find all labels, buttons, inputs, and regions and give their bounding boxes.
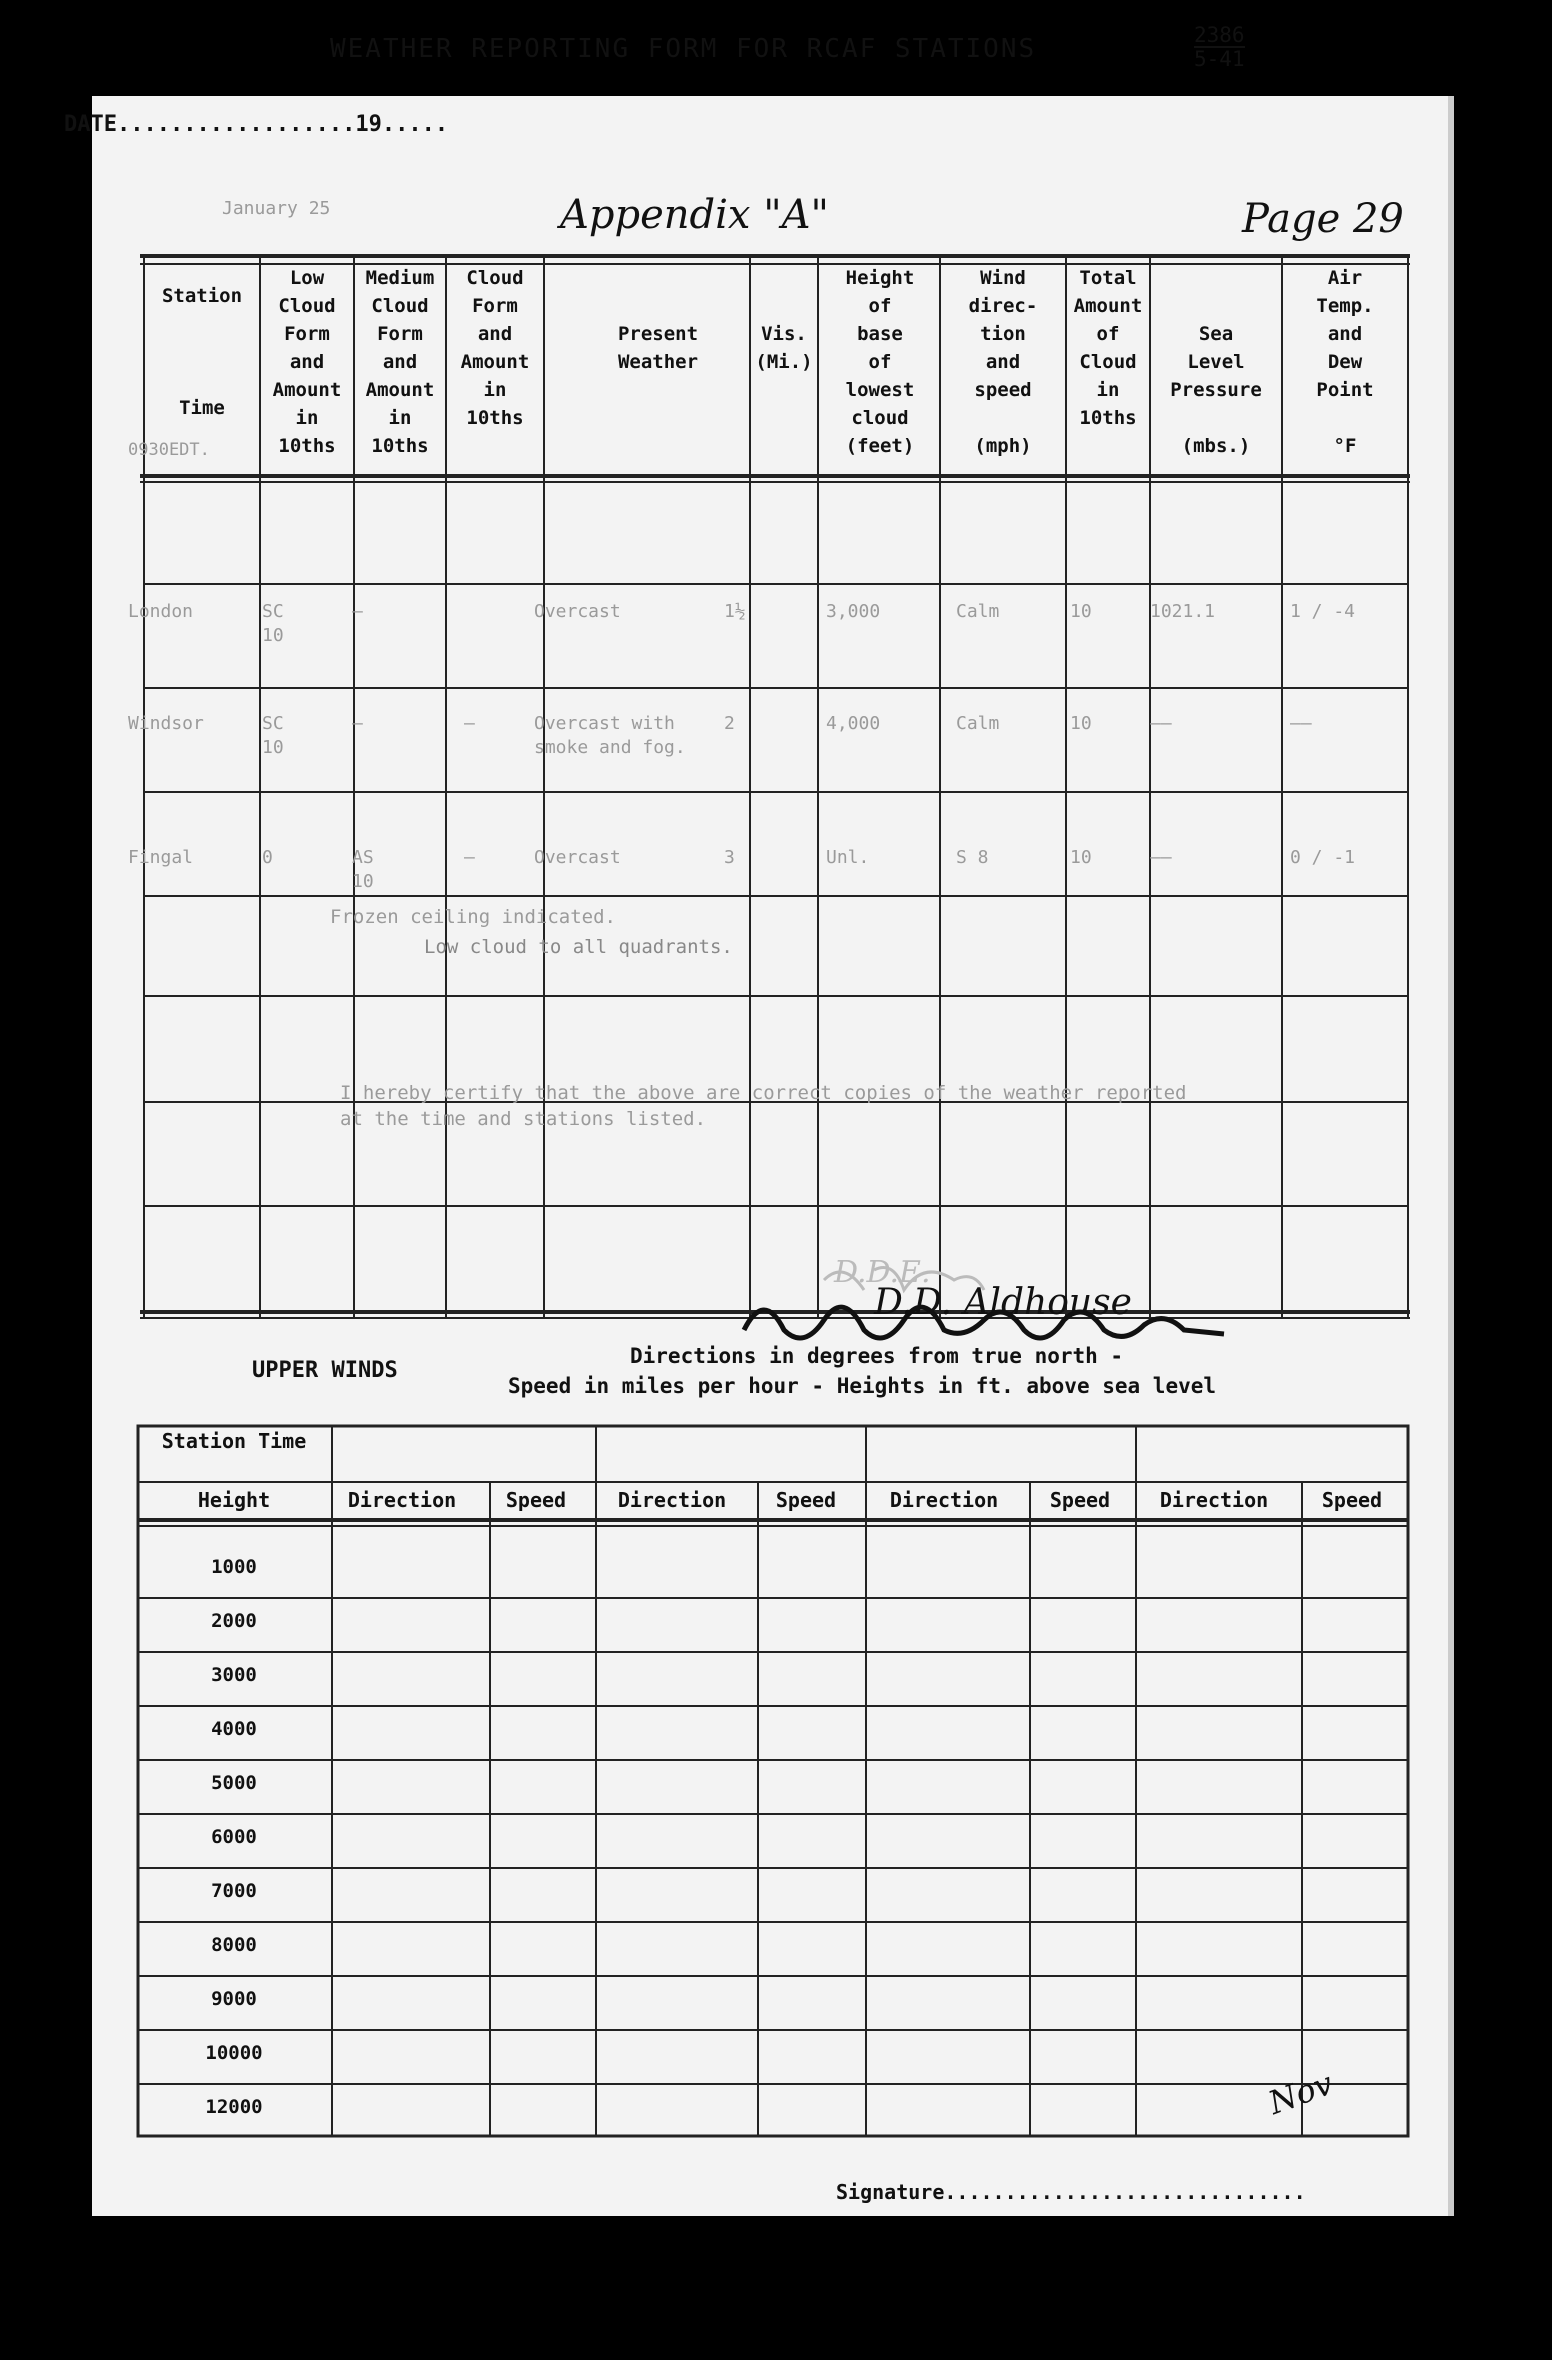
form-title: WEATHER REPORTING FORM FOR RCAF STATIONS <box>330 34 1037 64</box>
obs-cell-vis: 3 <box>724 847 735 868</box>
time-value: 0930EDT. <box>128 440 210 460</box>
obs-cell-wind: Calm <box>956 713 1000 734</box>
height-row-label: 10000 <box>205 2042 263 2064</box>
obs-cell-temp: 1 / -4 <box>1290 601 1356 622</box>
date-line: DATE..................19..... <box>64 112 449 137</box>
obs-cell-temp: 0 / -1 <box>1290 847 1356 868</box>
obs-cell-low: SC 10 <box>262 601 284 646</box>
speed-header-4: Speed <box>1321 1488 1383 1512</box>
remark-1: Frozen ceiling indicated. <box>330 906 616 928</box>
obs-cell-total: 10 <box>1070 847 1092 868</box>
height-label: Height <box>197 1488 271 1512</box>
obs-cell-station: Fingal <box>128 847 194 868</box>
obs-header-5: Vis. (Mi.) <box>755 323 813 373</box>
obs-header-3: Cloud Form and Amount in 10ths <box>460 267 530 429</box>
obs-cell-pressure: —— <box>1150 713 1172 734</box>
obs-cell-height: Unl. <box>826 847 870 868</box>
certification-line-2: at the time and stations listed. <box>340 1108 707 1130</box>
obs-cell-medium: — <box>352 601 363 622</box>
height-row-label: 12000 <box>205 2096 263 2118</box>
upper-winds-note-1: Directions in degrees from true north - <box>630 1344 1124 1368</box>
obs-header-0: Station Time <box>161 285 243 419</box>
obs-cell-station: London <box>128 601 194 622</box>
obs-header-4: Present Weather <box>617 323 699 373</box>
obs-cell-vis: 2 <box>724 713 735 734</box>
height-row-label: 9000 <box>211 1988 257 2010</box>
obs-cell-temp: —— <box>1290 713 1312 734</box>
page-handwritten: Page 29 <box>1242 196 1404 242</box>
direction-header-3: Direction <box>889 1488 999 1512</box>
obs-cell-medium: AS 10 <box>352 847 374 892</box>
obs-header-7: Wind direc- tion and speed (mph) <box>968 267 1038 457</box>
height-row-label: 1000 <box>211 1556 257 1578</box>
obs-cell-weather: Overcast <box>534 601 621 622</box>
signature-initials: D.D.E. <box>834 1255 931 1290</box>
obs-header-10: Air Temp. and Dew Point °F <box>1316 267 1374 457</box>
height-row-label: 5000 <box>211 1772 257 1794</box>
height-row-label: 2000 <box>211 1610 257 1632</box>
obs-cell-cloud: — <box>464 847 475 868</box>
signature-line: Signature.............................. <box>836 2180 1306 2204</box>
speed-header-1: Speed <box>505 1488 567 1512</box>
obs-cell-vis: 1½ <box>724 601 746 622</box>
obs-cell-wind: S 8 <box>956 847 989 868</box>
signature-name: D.D. Aldhouse <box>874 1282 1132 1323</box>
obs-cell-low: 0 <box>262 847 273 868</box>
upper-winds-title: UPPER WINDS <box>252 1358 398 1383</box>
obs-header-8: Total Amount of Cloud in 10ths <box>1073 267 1143 429</box>
obs-header-1: Low Cloud Form and Amount in 10ths <box>272 267 342 457</box>
obs-cell-total: 10 <box>1070 713 1092 734</box>
height-row-label: 6000 <box>211 1826 257 1848</box>
obs-cell-weather: Overcast with smoke and fog. <box>534 713 686 758</box>
obs-cell-low: SC 10 <box>262 713 284 758</box>
handwritten-mark: Nov <box>1263 2063 1338 2123</box>
obs-cell-pressure: —— <box>1150 847 1172 868</box>
obs-cell-medium: — <box>352 713 363 734</box>
speed-header-3: Speed <box>1049 1488 1111 1512</box>
height-row-label: 3000 <box>211 1664 257 1686</box>
obs-cell-pressure: 1021.1 <box>1150 601 1216 622</box>
upper-winds-note-2: Speed in miles per hour - Heights in ft. above sea level <box>508 1374 1217 1398</box>
direction-header-2: Direction <box>617 1488 727 1512</box>
certification-line-1: I hereby certify that the above are correct copies of the weather reported <box>340 1082 1187 1104</box>
speed-header-2: Speed <box>775 1488 837 1512</box>
obs-cell-weather: Overcast <box>534 847 621 868</box>
date-value: January 25 <box>222 198 331 219</box>
direction-header-1: Direction <box>347 1488 457 1512</box>
obs-cell-station: Windsor <box>128 713 204 734</box>
obs-header-2: Medium Cloud Form and Amount in 10ths <box>365 267 435 457</box>
remark-2: Low cloud to all quadrants. <box>424 936 733 958</box>
height-row-label: 7000 <box>211 1880 257 1902</box>
obs-cell-cloud: — <box>464 713 475 734</box>
obs-cell-wind: Calm <box>956 601 1000 622</box>
form-number-value: 2386 <box>1194 23 1245 47</box>
height-row-label: 4000 <box>211 1718 257 1740</box>
obs-header-6: Height of base of lowest cloud (feet) <box>845 267 915 457</box>
obs-cell-height: 4,000 <box>826 713 881 734</box>
appendix-handwritten: Appendix "A" <box>560 192 829 238</box>
obs-header-9: Sea Level Pressure (mbs.) <box>1170 323 1262 457</box>
obs-cell-height: 3,000 <box>826 601 881 622</box>
station-time-label: Station Time <box>161 1429 307 1453</box>
direction-header-4: Direction <box>1159 1488 1269 1512</box>
signature-label: Signature <box>836 2180 945 2204</box>
obs-cell-total: 10 <box>1070 601 1092 622</box>
height-row-label: 8000 <box>211 1934 257 1956</box>
form-edition: 5-41 <box>1194 47 1245 71</box>
